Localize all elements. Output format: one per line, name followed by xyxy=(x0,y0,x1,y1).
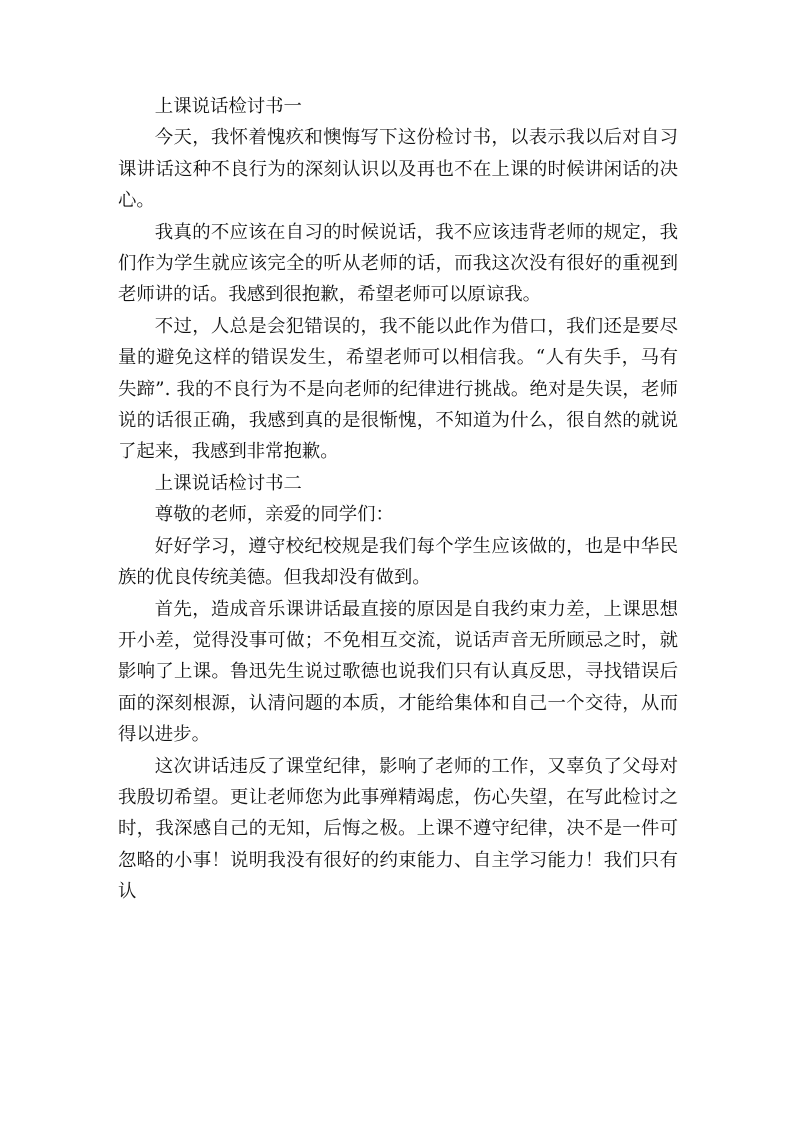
paragraph: 好好学习，遵守校纪校规是我们每个学生应该做的，也是中华民族的优良传统美德。但我却没有做到。 xyxy=(118,535,678,589)
paragraph: 今天，我怀着愧疚和懊悔写下这份检讨书，以表示我以后对自习课讲话这种不良行为的深刻认识以及再也不在上课的时候讲闲话的决心。 xyxy=(118,127,678,212)
heading-part-one: 上课说话检讨书一 xyxy=(154,96,302,117)
paragraph: 首先，造成音乐课讲话最直接的原因是自我约束力差，上课思想开小差，觉得没事可做；不免相互交流，说话声音无所顾忌之时，就影响了上课。鲁迅先生说过歌德也说我们只有认真反思，寻找错误后面的深刻根源，认清问题的本质，才能给集体和自己一个交待，从而得以进步。 xyxy=(118,598,678,746)
paragraph: 不过，人总是会犯错误的，我不能以此作为借口，我们还是要尽量的避免这样的错误发生，希望老师可以相信我。“人有失手，马有失蹄”. 我的不良行为不是向老师的纪律进行挑战。绝对是失误，老师说的话很正确，我感到真的是很惭愧，不知道为什么，很自然的就说了起来，我感到非常抱歉。 xyxy=(118,315,678,463)
paragraph: 这次讲话违反了课堂纪律，影响了老师的工作，又辜负了父母对我殷切希望。更让老师您为此事殚精竭虑，伤心失望，在写此检讨之时，我深感自己的无知，后悔之极。上课不遵守纪律，决不是一件可忽略的小事！说明我没有很好的约束能力、自主学习能力！我们只有认 xyxy=(118,755,678,903)
document-body xyxy=(118,91,678,908)
paragraph: 我真的不应该在自习的时候说话，我不应该违背老师的规定，我们作为学生就应该完全的听从老师的话，而我这次没有很好的重视到老师讲的话。我感到很抱歉，希望老师可以原谅我。 xyxy=(118,221,678,306)
salutation: 尊敬的老师，亲爱的同学们： xyxy=(154,504,394,526)
heading-part-two: 上课说话检讨书二 xyxy=(154,472,302,494)
